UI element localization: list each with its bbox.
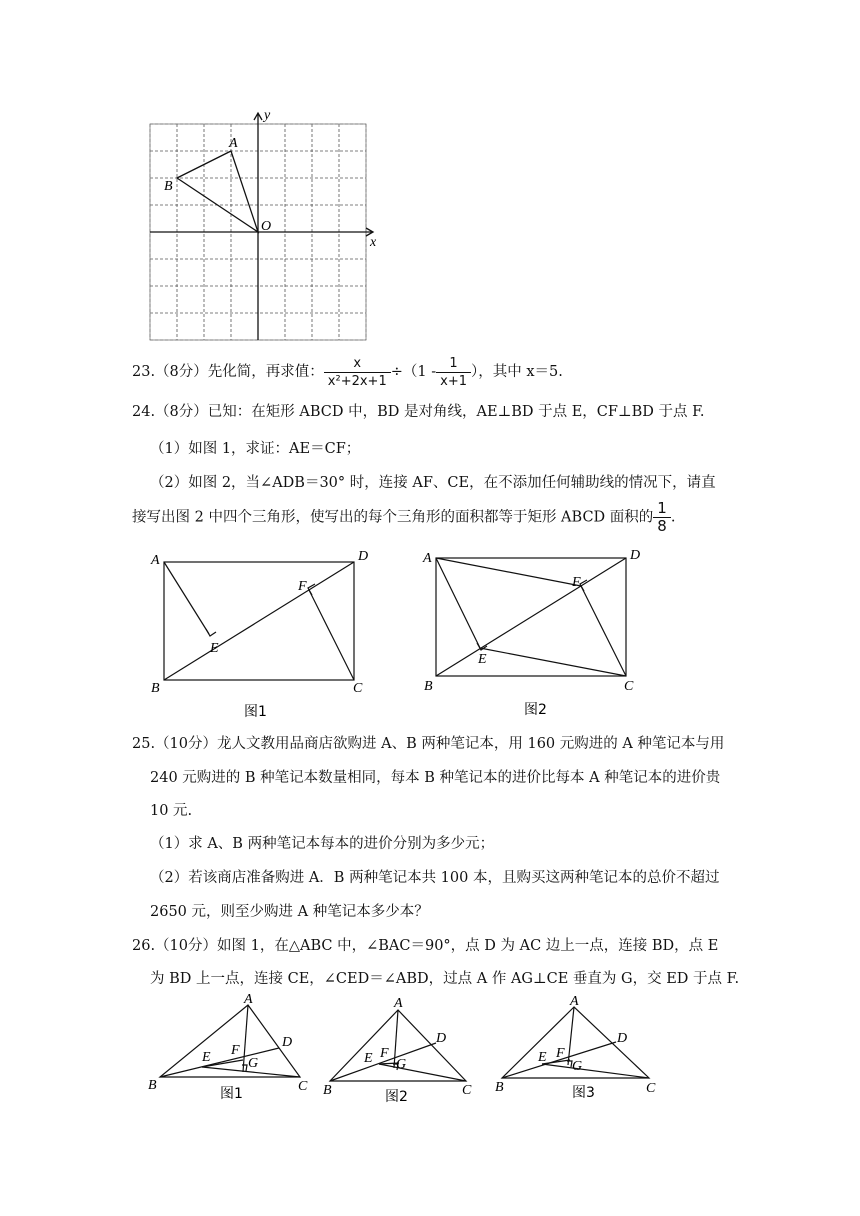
q23-fraction-2	[436, 355, 471, 390]
point-a-label: A	[229, 136, 238, 151]
q26-fig3-label-c: C	[646, 1081, 656, 1096]
q26-fig2-label-d: D	[436, 1031, 447, 1046]
q24-frac-num: 1	[653, 500, 671, 518]
q26-fig1-label-c: C	[298, 1079, 308, 1094]
q23-mid: ÷（1 -	[390, 364, 437, 380]
q24-line-4-end: .	[670, 509, 676, 526]
axis-x-label: x	[370, 235, 377, 250]
q26-fig1-label-g: G	[248, 1056, 259, 1071]
q24-fig2-label-f: F	[572, 575, 581, 590]
triangle-oab	[177, 151, 258, 232]
q26-fig1-caption: 图1	[220, 1086, 243, 1102]
q23-frac2-den: x+1	[440, 373, 467, 389]
q26-fig2-label-b: B	[323, 1083, 332, 1098]
q23-frac2-num: 1	[436, 355, 471, 373]
q24-line-2: （1）如图 1，求证：AE＝CF；	[150, 441, 361, 457]
q25-line-5: （2）若该商店准备购进 A．B 两种笔记本共 100 本，且购买这两种笔记本的总价不超过	[150, 870, 720, 886]
q26-fig1-label-d: D	[282, 1035, 293, 1050]
q24-line-4	[132, 500, 675, 535]
q24-fig1-label-d: D	[358, 549, 369, 564]
point-b-label: B	[164, 179, 173, 194]
q26-fig2-label-c: C	[462, 1083, 472, 1098]
q26-fig3-label-a: A	[570, 994, 579, 1009]
q26-fig2-label-e: E	[364, 1051, 373, 1066]
q26-line-2: 为 BD 上一点，连接 CE，∠CED＝∠ABD，过点 A 作 AG⊥CE 垂直为 G，交 ED 于点 F.	[150, 971, 740, 987]
q26-fig1	[160, 1005, 300, 1077]
q26-fig3-label-f: F	[556, 1046, 565, 1061]
q24-fig1-label-f: F	[298, 579, 307, 594]
q26-fig2-caption: 图2	[385, 1089, 408, 1105]
q26-fig2-label-g: G	[396, 1057, 407, 1072]
q24-fig1-label-a: A	[151, 553, 160, 568]
axis-y-label: y	[264, 108, 271, 123]
q24-figures	[140, 544, 680, 724]
q26-fig3-caption: 图3	[572, 1085, 595, 1101]
q24-fig2-label-e: E	[478, 652, 487, 667]
q24-fig2-label-a: A	[423, 551, 432, 566]
q24-fig1-label-b: B	[151, 681, 160, 696]
q25-line-6: 2650 元，则至少购进 A 种笔记本多少本？	[150, 904, 429, 920]
q26-fig1-label-a: A	[244, 992, 253, 1007]
q24-fig2-label-c: C	[624, 679, 634, 694]
coordinate-grid-figure	[140, 108, 390, 348]
q26-fig3-label-g: G	[572, 1059, 583, 1074]
q24-fig1	[164, 562, 354, 680]
q25-line-4: （1）求 A、B 两种笔记本每本的进价分别为多少元；	[150, 836, 495, 852]
q23-frac1-num: x	[324, 355, 391, 373]
q26-fig1-label-f: F	[231, 1043, 240, 1058]
q24-fraction	[653, 500, 671, 535]
q26-line-1: 26.（10分）如图 1，在△ABC 中，∠BAC＝90°，点 D 为 AC 边上一点，连接 BD，点 E	[132, 938, 719, 954]
q24-frac-den: 8	[657, 517, 667, 535]
q24-fig1-label-c: C	[353, 681, 363, 696]
q26-fig2-label-f: F	[380, 1046, 389, 1061]
q24-fig2-label-d: D	[630, 548, 641, 563]
q23-frac1-den: x²+2x+1	[327, 373, 387, 389]
q26-fig3-label-b: B	[495, 1080, 504, 1095]
q23-suffix: ），其中 x＝5.	[470, 364, 563, 380]
q25-line-3: 10 元.	[150, 803, 193, 819]
q26-fig1-label-e: E	[202, 1050, 211, 1065]
q25-line-1: 25.（10分）龙人文教用品商店欲购进 A、B 两种笔记本，用 160 元购进的 A 种笔记本与用	[132, 736, 725, 752]
q24-line-3: （2）如图 2，当∠ADB＝30° 时，连接 AF、CE，在不添加任何辅助线的情况下，请直	[150, 475, 716, 491]
q23-fraction-1	[324, 355, 391, 390]
q26-figures	[140, 990, 680, 1110]
q26-fig2-label-a: A	[394, 996, 403, 1011]
point-o-label: O	[261, 219, 272, 234]
q23-line	[132, 354, 563, 390]
q26-fig1-label-b: B	[148, 1078, 157, 1093]
q24-fig1-caption: 图1	[244, 704, 267, 720]
q24-fig2-caption: 图2	[524, 702, 547, 718]
q24-line-1: 24.（8分）已知：在矩形 ABCD 中，BD 是对角线，AE⊥BD 于点 E，CF⊥BD 于点 F.	[132, 404, 705, 420]
q25-line-2: 240 元购进的 B 种笔记本数量相同，每本 B 种笔记本的进价比每本 A 种笔记本的进价贵	[150, 770, 721, 786]
q26-fig3-label-d: D	[617, 1031, 628, 1046]
q23-prefix: 23.（8分）先化简，再求值：	[132, 364, 324, 380]
q24-fig2-label-b: B	[424, 679, 433, 694]
q24-fig1-label-e: E	[210, 641, 219, 656]
q24-fig2	[436, 558, 626, 676]
q26-fig3-label-e: E	[538, 1050, 547, 1065]
q24-line-4-text: 接写出图 2 中四个三角形，使写出的每个三角形的面积都等于矩形 ABCD 面积的	[132, 509, 654, 526]
